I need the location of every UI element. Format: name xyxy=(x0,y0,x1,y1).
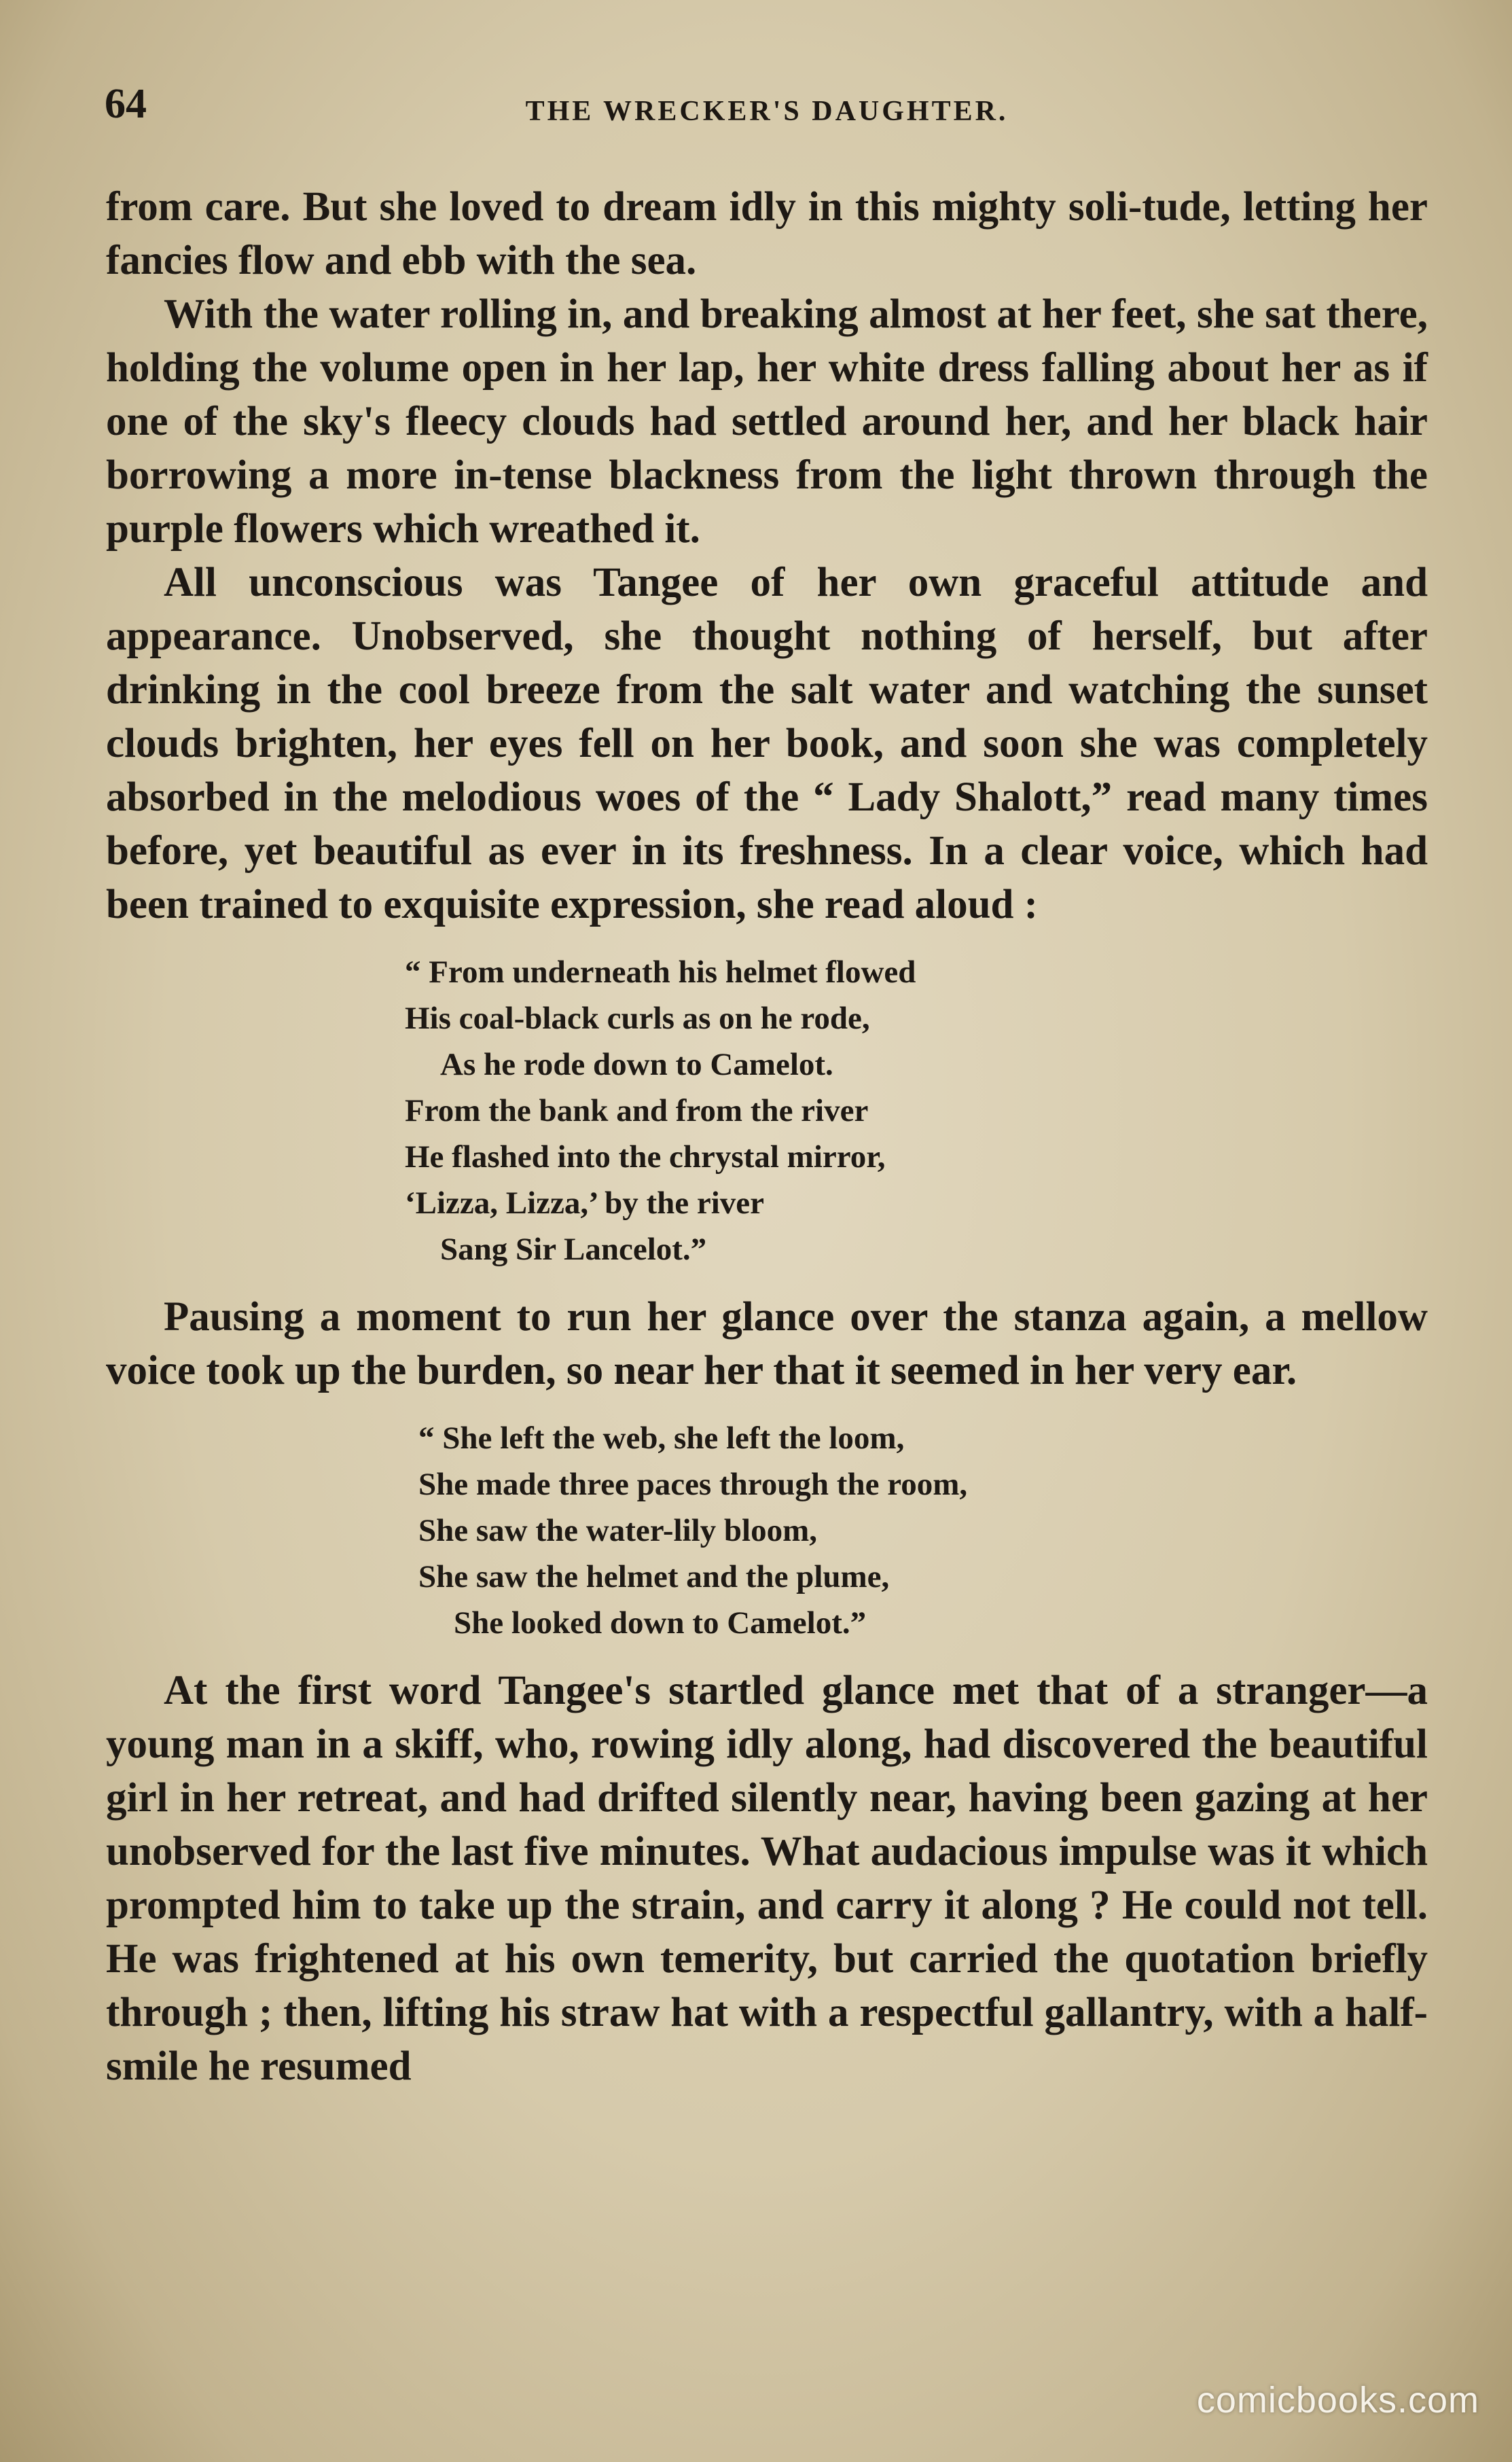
paragraph-5: At the first word Tangee's startled glance met that of a stranger—a young man in a skiff, who, rowing idly along, had discovered the beautiful girl in her retreat, and had drifted silently near, having been gazing at her unobserved for the last five minutes. What audacious impulse was it which prompted him to take up the strain, and carry it along ? He could not tell. He was frightened at his own temerity, but carried the quotation briefly through ; then, lifting his straw hat with a respectful gallantry, with a half-smile he resumed xyxy=(106,1668,1428,2089)
verse-quotation-1 xyxy=(106,949,1428,1272)
page-number: 64 xyxy=(105,81,147,127)
verse-line: ‘Lizza, Lizza,’ by the river xyxy=(405,1185,765,1221)
paragraph-3: All unconscious was Tangee of her own graceful attitude and appearance. Unobserved, she thought nothing of herself, but after drinking in the cool breeze from the salt water and watching the sunset clouds brighten, her eyes fell on her book, and soon she was completely absorbed in the melodious woes of the “ Lady Shalott,” read many times before, yet beautiful as ever in its freshness. In a clear voice, which had been trained to exquisite expression, she read aloud : xyxy=(106,560,1428,927)
paragraph-1: from care. But she loved to dream idly in this mighty soli-tude, letting her fancies flow and ebb with the sea. xyxy=(106,184,1428,283)
page-body xyxy=(106,180,1428,2093)
verse-line: “ From underneath his helmet flowed xyxy=(405,955,916,990)
watermark: comicbooks.com xyxy=(1196,2380,1479,2421)
running-title: THE WRECKER'S DAUGHTER. xyxy=(525,96,1009,127)
verse-line: From the bank and from the river xyxy=(405,1093,869,1128)
verse-line: She looked down to Camelot.” xyxy=(454,1605,867,1641)
verse-line: Sang Sir Lancelot.” xyxy=(440,1232,707,1267)
verse-line: As he rode down to Camelot. xyxy=(440,1047,833,1082)
verse-line: His coal-black curls as on he rode, xyxy=(405,1001,870,1036)
paragraph-2: With the water rolling in, and breaking almost at her feet, she sat there, holding the volume open in her lap, her white dress falling about her as if one of the sky's fleecy clouds had settled around her, and her black hair borrowing a more in-tense blackness from the light thrown through the purple flowers which wreathed it. xyxy=(106,291,1428,552)
verse-line: He flashed into the chrystal mirror, xyxy=(405,1139,886,1175)
verse-line: She saw the water-lily bloom, xyxy=(418,1513,818,1548)
verse-line: She made three paces through the room, xyxy=(418,1467,968,1502)
page-header xyxy=(105,80,1429,135)
verse-line: “ She left the web, she left the loom, xyxy=(418,1421,905,1456)
verse-line: She saw the helmet and the plume, xyxy=(418,1559,890,1594)
paragraph-4: Pausing a moment to run her glance over the stanza again, a mellow voice took up the burden, so near her that it seemed in her very ear. xyxy=(106,1294,1428,1393)
verse-quotation-2 xyxy=(106,1415,1428,1646)
